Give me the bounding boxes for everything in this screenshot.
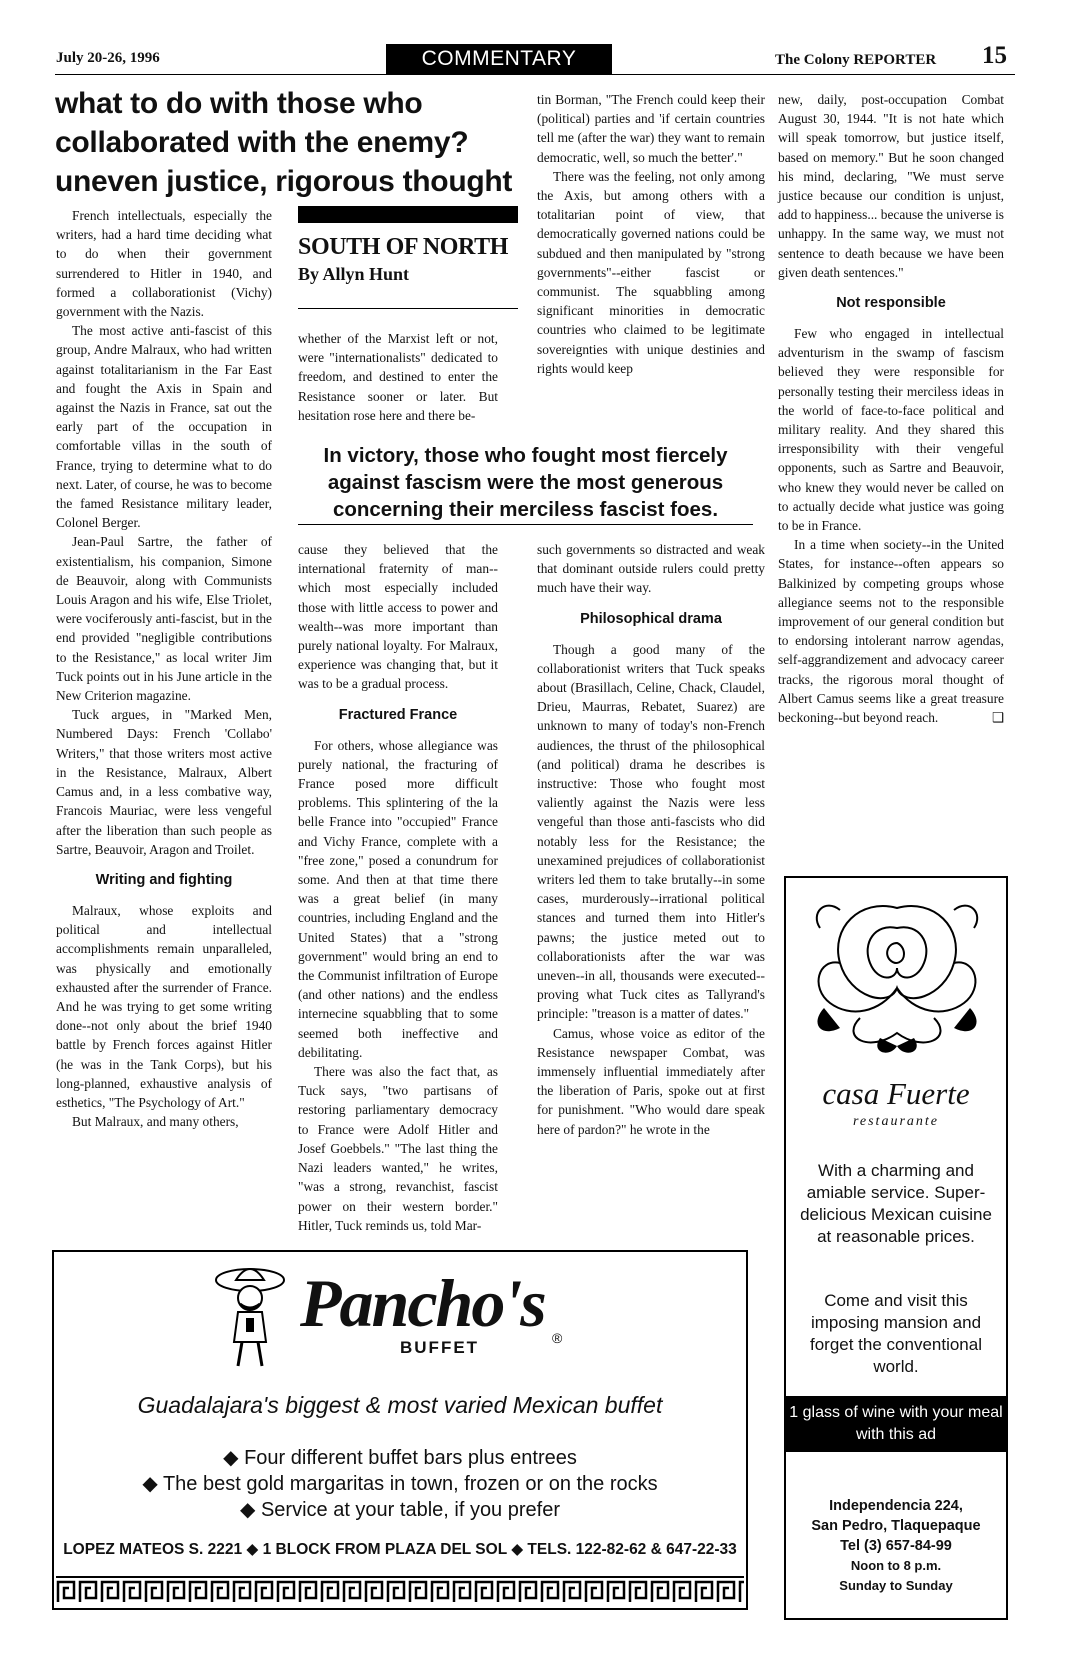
masthead-rule [55,74,1015,75]
paragraph: Malraux, whose exploits and political and intellectual accomplishments remain unparalleled, was physically and emotionally exhausted after the surrender of France. And he was trying to get some writing done--not only about the brief 1940 battle by French forces against Hitler (he was in the Tank Corps), but his long-planned, exhaustive analysis of esthetics, "The Psychology of Art." [56,902,272,1110]
rose-icon [800,888,994,1058]
casa-fuerte-address [786,1496,1006,1596]
paragraph-text: In a time when society--in the United States, for instance--often appears so Balkinized by competing groups whose allegiance seems not to the responsible improvement of our general condition but to endorsing intolerant narrow agendas, self-aggrandizement and advocacy career tracks, the rigorous moral thought of Albert Camus seems like a great treasure beckoning--but beyond reach. [778,537,1004,726]
greek-key-pattern [56,1578,744,1606]
paragraph: such governments so distracted and weak that dominant outside rulers could pretty much have their way. [537,542,765,596]
subhead-not-responsible: Not responsible [836,295,946,312]
diamond-bullet-icon: ◆ [240,1499,256,1521]
list-item: ◆ Four different buffet bars plus entrees [223,1447,577,1469]
paragraph: For others, whose allegiance was purely national, the fracturing of France posed more difficult problems. This splintering of the la belle France into "occupied" France and Vichy France, complete with a "free zone," posed a conundrum for some. And then at that time there was a great belief (in many countries, including England and the United States) that a "strong government" would bring an end to the Communist infiltration of Europe (and other nations) and the endless internecine squabbling that to some seemed both ineffective and debilitating. [298,737,498,1060]
casa-fuerte-offer: 1 glass of wine with your meal with this ad [786,1396,1006,1452]
headline [55,84,535,201]
article-column-3-bottom [537,540,765,1139]
headline-line-1: what to do with those who [55,87,423,120]
article-column-2-top [298,329,498,425]
days: Sunday to Sunday [839,1578,953,1593]
paragraph: Few who engaged in intellectual adventurism in the swamp of fascism believed they were responsible for personally testing their merciless ideas in the world of face-to-face political and military reality. And they shared this irresponsibility with their vengeful opponents, such as Sartre and Beauvoir, who knew they would never be called on to actually decide what justice was going to be in France. [778,326,1004,534]
panchos-buffet-label: BUFFET [400,1338,480,1357]
page-number: 15 [982,42,1007,69]
registered-mark: ® [552,1330,563,1346]
byline-bar [298,206,518,223]
end-mark-icon: ❑ [991,710,1004,726]
paragraph: There was the feeling, not only among the Axis, but among others with a totalitarian point of view, that democratically governed nations could be subdued and then manipulated by "strong governments"--either fascist or communist. The squabbling among significant minorities in democratic countries who claimed to be legitimate sovereignties with unique destinies and rights would keep [537,168,765,376]
article-column-4 [778,90,1004,727]
panchos-feature-list [52,1445,748,1523]
paragraph: But Malraux, and many others, [72,1114,239,1130]
issue-date: July 20-26, 1996 [56,50,160,66]
casa-fuerte-subtitle: restaurante [852,1114,940,1129]
phone: Tel (3) 657-84-99 [840,1538,952,1554]
paragraph: French intellectuals, especially the writers, had a hard time deciding what to do when their government surrendered to Hitler in 1940, and formed a collaborationist (Vichy) government with the Nazis. [56,208,272,320]
mascot-icon [210,1262,290,1372]
paragraph: The most active anti-fascist of this group, Andre Malraux, who had written against totalitarianism in the Far East and fought the Axis in Spain and against the Nazis in France, sat out the early part of the occupation in comfortable villas in the south of France, trying to determine what to do next. Later, of course, he was to become the famed Resistance military leader, Colonel Berger. [56,323,272,531]
panchos-tagline: Guadalajara's biggest & most varied Mexican buffet [137,1392,663,1418]
headline-line-3: uneven justice, rigorous thought [55,165,513,198]
address-line: San Pedro, Tlaquepaque [811,1518,981,1534]
subhead-writing-and-fighting: Writing and fighting [95,871,233,888]
greek-key-border [56,1576,744,1606]
article-column-1 [56,206,272,1131]
paragraph: cause they believed that the international fraternity of man--which most especially included those with little access to power and wealth--was more important than purely national loyalty. For Malraux, experience was changing that, but it was to be a gradual process. [298,542,498,692]
paragraph: tin Borman, "The French could keep their (political) parties and 'if certain countries tell me (after the war) they want to remain democratic, well, so much the better'." [537,92,765,165]
paragraph [778,535,1004,727]
casa-fuerte-description: With a charming and amiable service. Super-delicious Mexican cuisine at reasonable prices. [800,1161,992,1246]
hours: Noon to 8 p.m. [850,1558,942,1573]
paragraph: Tuck argues, in "Marked Men, Numbered Days: French 'Collabo' Writers," that those writers most active in the Resistance, Malraux, Albert Camus and, in a less combative way, Francois Mauriac, were less vengeful after the liberation than such people as Sartre, Beauvoir, Aragon and Troilet. [56,707,272,857]
casa-fuerte-name: casa Fuerte [822,1076,970,1111]
diamond-bullet-icon: ◆ [142,1473,158,1495]
paragraph: new, daily, post-occupation Combat August 30, 1944. "It is not hate which will speak tomorrow, but justice itself, based on memory." But he soon changed his mind, declaring, "We must serve justice because our condition is unjust, add to happiness... because the universe is unhappy. In the same way, we must not sentence to death because we have been given death sentences." [778,92,1004,280]
list-item: ◆ Service at your table, if you prefer [240,1499,560,1521]
byline-rule [298,308,518,309]
paragraph: Though a good many of the collaborationist writers that Tuck speaks about (Brasillach, Celine, Chack, Claudel, Drieu, Maurras, Rebatet, Suarez) are unknown to many of today's non-French audiences, the thrust of the philosophical (and political) drama he describes is instructive: Those who fought most valiently against the Nazis were less vengeful than those anti-fascists who did notably less for the Resistance; the unexamined prejudices of collaborationist writers led them to take brutally--in some cases, murderously--irrational political stances and turned them into Hitler's pawns; the justice meted out to collaborationists after the war was uneven--in all, thousands were executed--proving what Tuck cites as Tallyrand's principle: "treason is a matter of dates." [537,641,765,1022]
subhead-philosophical-drama: Philosophical drama [580,610,722,627]
pull-quote-rule [298,524,753,525]
panchos-address: LOPEZ MATEOS S. 2221 ◆ 1 BLOCK FROM PLAZA DEL SOL ◆ TELS. 122-82-62 & 647-22-33 [63,1541,737,1558]
paragraph: There was also the fact that, as Tuck says, "two partisans of restoring parliamentary democracy to France were Adolf Hitler and Josef Goebbels." "The last thing the Nazi leaders wanted," he writes, "was a strong, revanchist, fascist power on their western border." Hitler, Tuck reminds us, told Mar- [298,1064,498,1233]
panchos-logo: Pancho's [300,1265,545,1341]
subhead-fractured-france: Fractured France [338,706,458,723]
section-banner: COMMENTARY [386,44,612,74]
article-column-3-top [537,90,765,378]
paragraph: Jean-Paul Sartre, the father of existentialism, his companion, Simone de Beauvoir, along with Communists Louis Aragon and his wife, Else Triolet, were vociferously anti-fascist, but in the end provided "negligible contributions to the Resistance," as local writer Jim Tuck points out in his June article in the New Criterion magazine. [56,534,272,704]
column-title: SOUTH OF NORTH [298,234,509,260]
author-byline: By Allyn Hunt [298,264,410,284]
headline-line-2: collaborated with the enemy? [55,126,469,159]
article-column-2-bottom [298,540,498,1235]
paper-name: The Colony REPORTER [775,52,937,68]
paragraph: whether of the Marxist left or not, were "internationalists" dedicated to freedom, and destined to enter the Resistance sooner or later. But hesitation rose here and there be- [298,331,498,423]
list-item: ◆ The best gold margaritas in town, frozen or on the rocks [142,1473,658,1495]
paragraph: Camus, whose voice as editor of the Resistance newspaper Combat, was immensely influential immediately after the liberation of Paris, spoke out at first for punishment. "Who would dare speak here of pardon?" he wrote in the [537,1025,765,1137]
pull-quote: In victory, those who fought most fiercely against fascism were the most generous concerning their merciless fascist foes. [323,444,728,521]
address-line: Independencia 224, [829,1498,963,1514]
diamond-bullet-icon: ◆ [223,1447,239,1469]
casa-fuerte-invitation: Come and visit this imposing mansion and forget the conventional world. [809,1291,982,1376]
